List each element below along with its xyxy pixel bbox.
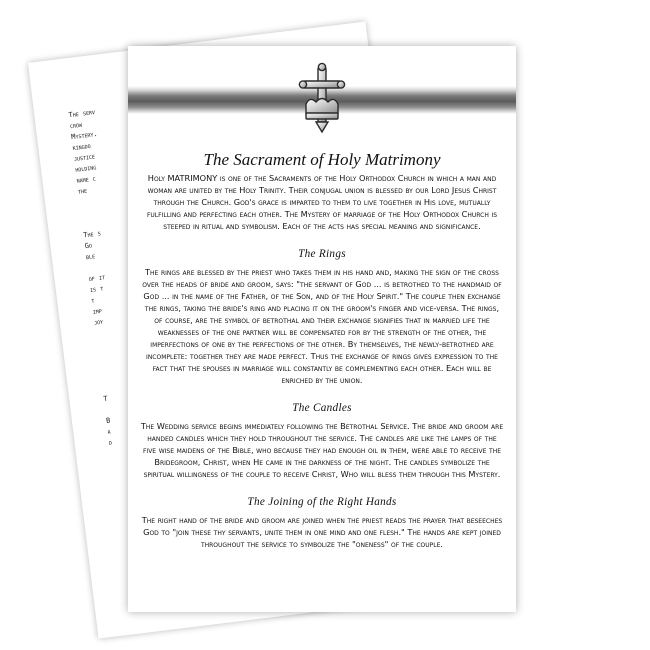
section-text-rings: The rings are blessed by the priest who takes them in his hand and, making the sign of the cross over the heads of bride and groom, says: "the servant of God ... is betrothed to the handmaid of God ... in the name of the Father, of the Son, and of the Holy Spirit." The couple then exchange the rings, taking the bride's ring and placing it on the groom's finger and vice-versa. The rings, of course, are the symbol of betrothal and their exchange signifies that in married life the weaknesses of the one partner will be compensated for by the strength of the other, the imperfections of one by the perfections of the other. By themselves, the newly-betrothed are incomplete: together they are made perfect. Thus the exchange of rings gives expression to the fact that the spouses in marriage will constantly be complementing each other. Each will be enriched by the union. xyxy=(142,267,502,385)
orthodox-cross-icon xyxy=(296,62,348,136)
section-text-candles: The Wedding service begins immediately following the Betrothal Service. The bride and groom are handed candles which they hold throughout the service. The candles are like the lamps of the five wise maidens of the Bible, who because they had enough oil in them, were able to receive the Bridegroom, Christ, when He came in the darkness of the night. The candles symbolize the spiritual willingness of the couple to receive Christ, Who will bless them through this Mystery. xyxy=(140,421,504,479)
back-line: joy xyxy=(93,317,104,327)
front-page xyxy=(128,46,516,612)
back-line: The serv xyxy=(68,108,96,120)
back-line: kingdo xyxy=(72,141,92,153)
section-heading-candles: The Candles xyxy=(292,402,352,414)
section-heading-right-hands: The Joining of the Right Hands xyxy=(247,496,397,508)
back-line: justice xyxy=(73,152,96,163)
back-line: T xyxy=(102,394,109,404)
section-text-right-hands: The right hand of the bride and groom are joined when the priest reads the prayer that beseeches God to "join these thy servants, unite them in one mind and one flesh." The hands are kept joined throughout the service to symbolize the "oneness" of the couple. xyxy=(141,515,503,549)
back-line: crow xyxy=(69,120,83,131)
back-line: holding xyxy=(74,163,97,174)
back-line: name c xyxy=(76,174,97,185)
back-line: of it xyxy=(88,273,106,284)
back-line: ble xyxy=(85,252,96,262)
back-line: is t xyxy=(89,284,104,294)
back-line: Go xyxy=(84,241,93,251)
intro-paragraph: Holy MATRIMONY is one of the Sacraments of the Holy Orthodox Church in which a man and woman are united by the Holy Trinity. Their conjugal union is blessed by our Lord Jesus Christ through the Church. God's grace is imparted to them to live together in His love, mutually fulfilling and perfecting each other. The Mystery of marriage of the Holy Orthodox Church is steeped in ritual and symbolism. Each of the acts has special meaning and significance. xyxy=(146,173,498,231)
back-line: a xyxy=(107,427,111,436)
document-body xyxy=(140,172,504,550)
back-line: t xyxy=(90,296,95,305)
page-title: The Sacrament of Holy Matrimony xyxy=(203,150,441,169)
back-line: Mystery. xyxy=(70,129,99,142)
back-line: The s xyxy=(82,229,102,240)
section-heading-rings: The Rings xyxy=(298,248,346,260)
back-line: B xyxy=(105,416,111,425)
back-line: d xyxy=(108,438,113,447)
back-line: the xyxy=(77,186,88,196)
back-line: imp xyxy=(92,306,103,316)
